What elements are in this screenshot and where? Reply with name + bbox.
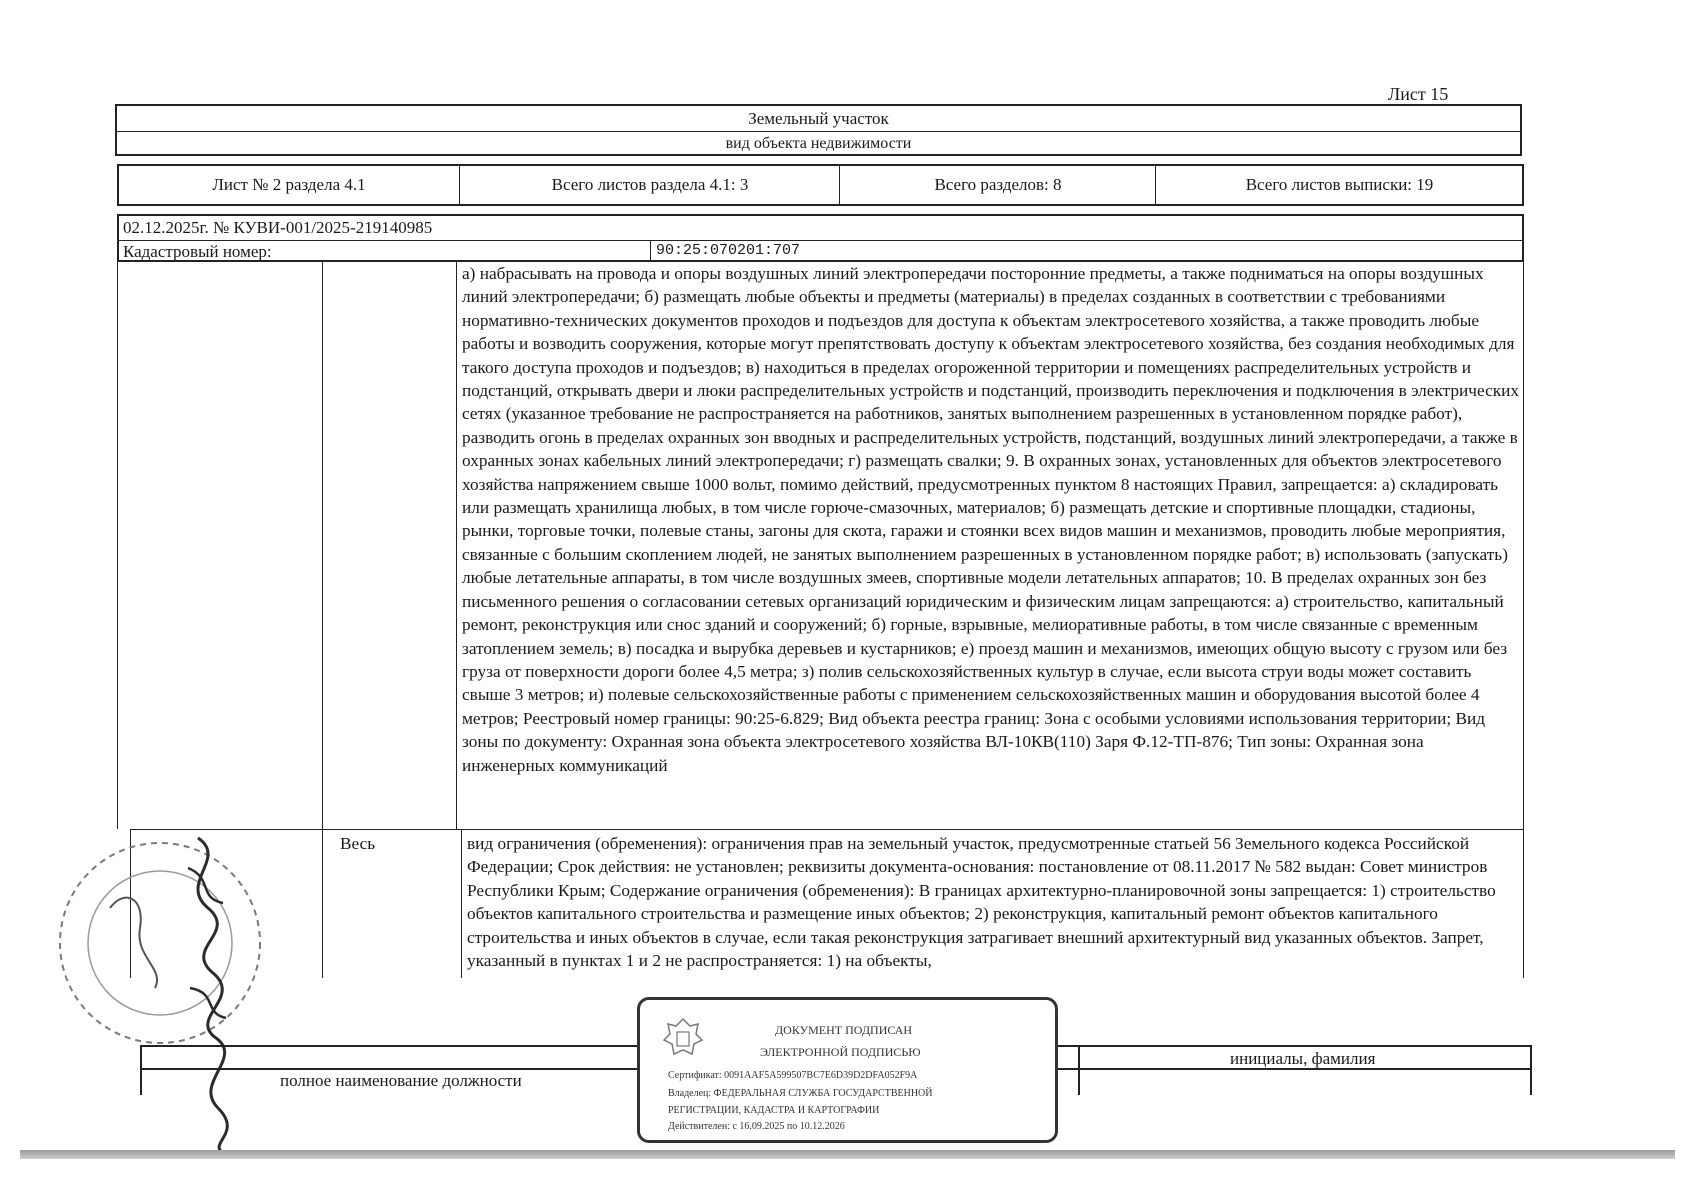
total-sheets-extract: Всего листов выписки: 19 bbox=[1155, 166, 1523, 204]
row1-restriction-text: а) набрасывать на провода и опоры воздушных линий электропередачи посторонние предметы, а также подниматься на опоры воздушных линий электропередачи; б) размещать любые объекты и предметы (материалы) в пределах созданных в соответствии с требованиями нормативно-технических документов проходов и подъездов для доступа к объектам электросетевого хозяйства, а также проводить любые работы и возводить сооружения, которые могут препятствовать доступу к объектам электросетевого хозяйства, без создания необходимых для такого доступа проходов и подъездов; в) находиться в пределах огороженной территории и помещениях распределительных устройств и подстанций, открывать двери и люки распределительных устройств и подстанций, производить переключения и подключения в электрических сетях (указанное требование не распространяется на работников, занятых выполнением разрешенных в установленном порядке работ), разводить огонь в пределах охранных зон вводных и распределительных устройств, подстанций, воздушных линий электропередачи, а также в охранных зонах кабельных линий электропередачи; г) размещать свалки; 9. В охранных зонах, установленных для объектов электросетевого хозяйства напряжением свыше 1000 вольт, помимо действий, предусмотренных пунктом 8 настоящих Правил, запрещается: а) складировать или размещать хранилища любых, в том числе горюче-смазочных, материалов; б) размещать детские и спортивные площадки, стадионы, рынки, торговые точки, полевые станы, загоны для скота, гаражи и стоянки всех видов машин и механизмов, проводить любые мероприятия, связанные с большим скоплением людей, не занятых выполнением разрешенных в установленном порядке работ; в) использовать (запускать) любые летательные аппараты, в том числе воздушных змеев, спортивные модели летательных аппаратов; 10. В пределах охранных зон без письменного решения о согласовании сетевых организаций юридическим и физическим лицам запрещаются: а) строительство, капитальный ремонт, реконструкция или снос зданий и сооружений; б) горные, взрывные, мелиоративные работы, в том числе связанные с временным затоплением земель; в) посадка и вырубка деревьев и кустарников; е) проезд машин и механизмов, имеющих общую высоту с грузом или без груза от поверхности дороги более 4,5 метра; з) полив сельскохозяйственных культур в случае, если высота струи воды может составить свыше 3 метров; и) полевые сельскохозяйственные работы с применением сельскохозяйственных машин и оборудования высотой более 4 метров; Реестровый номер границы: 90:25-6.829; Вид объекта реестра границ: Зона с особыми условиями использования территории; Вид зоны по документу: Охранная зона объекта электросетевого хозяйства ВЛ-10КВ(110) Заря Ф.12-ТП-876; Тип зоны: Охранная зона инженерных коммуникаций bbox=[462, 264, 1520, 775]
stamp-line2: ЭЛЕКТРОННОЙ ПОДПИСЬЮ bbox=[760, 1045, 921, 1059]
sheet-number: Лист 15 bbox=[1388, 84, 1449, 104]
sheet-info-row bbox=[117, 164, 1524, 206]
cadastral-label: Кадастровый номер: bbox=[123, 242, 272, 261]
row2-scope: Весь bbox=[340, 834, 376, 853]
row2-restriction-text: вид ограничения (обременения): ограничения прав на земельный участок, предусмотренные статьей 56 Земельного кодекса Российской Федерации; Срок действия: не установлен; реквизиты документа-основания: постановление от 08.11.2017 № 582 выдан: Совет министров Республики Крым; Содержание ограничения (обременения): В границах архитектурно-планировочной зоны запрещается: 1) строительство объектов капитального строительства и размещение иных объектов; 2) реконструкция, капитальный ремонт объектов капитального строительства и иных объектов в случае, если такая реконструкция затрагивает внешний архитектурный вид указанных объектов. Запрет, указанный в пунктах 1 и 2 не распространяется: 1) на объекты, bbox=[467, 834, 1496, 971]
cadastral-number: 90:25:070201:707 bbox=[656, 242, 801, 259]
total-sections: Всего разделов: 8 bbox=[839, 166, 1156, 204]
position-label: полное наименование должности bbox=[280, 1071, 522, 1090]
encumbrance-table bbox=[117, 262, 1537, 978]
record-header bbox=[117, 214, 1524, 262]
object-type-box bbox=[115, 104, 1522, 156]
sheet-of-section: Лист № 2 раздела 4.1 bbox=[212, 175, 366, 194]
emblem-icon bbox=[662, 1016, 704, 1062]
object-type: Земельный участок bbox=[748, 109, 889, 128]
scan-bottom-border bbox=[20, 1150, 1675, 1159]
total-sheets-section: Всего листов раздела 4.1: 3 bbox=[459, 166, 840, 204]
date-number: 02.12.2025г. № КУВИ-001/2025-219140985 bbox=[123, 218, 433, 237]
stamp-certificate: Сертификат: 0091AAF5A599507BC7E6D39D2DFA052F9A bbox=[668, 1070, 918, 1081]
electronic-signature-stamp bbox=[637, 997, 1058, 1143]
handwritten-signature-image bbox=[168, 828, 248, 1158]
stamp-line1: ДОКУМЕНТ ПОДПИСАН bbox=[775, 1023, 913, 1037]
initials-label: инициалы, фамилия bbox=[1230, 1049, 1376, 1068]
stamp-owner: Владелец: ФЕДЕРАЛЬНАЯ СЛУЖБА ГОСУДАРСТВЕННОЙ bbox=[668, 1088, 933, 1099]
object-type-caption: вид объекта недвижимости bbox=[725, 135, 912, 152]
stamp-valid: Действителен: с 16.09.2025 по 10.12.2026 bbox=[668, 1121, 845, 1132]
stamp-owner2: РЕГИСТРАЦИИ, КАДАСТРА И КАРТОГРАФИИ bbox=[668, 1105, 880, 1116]
